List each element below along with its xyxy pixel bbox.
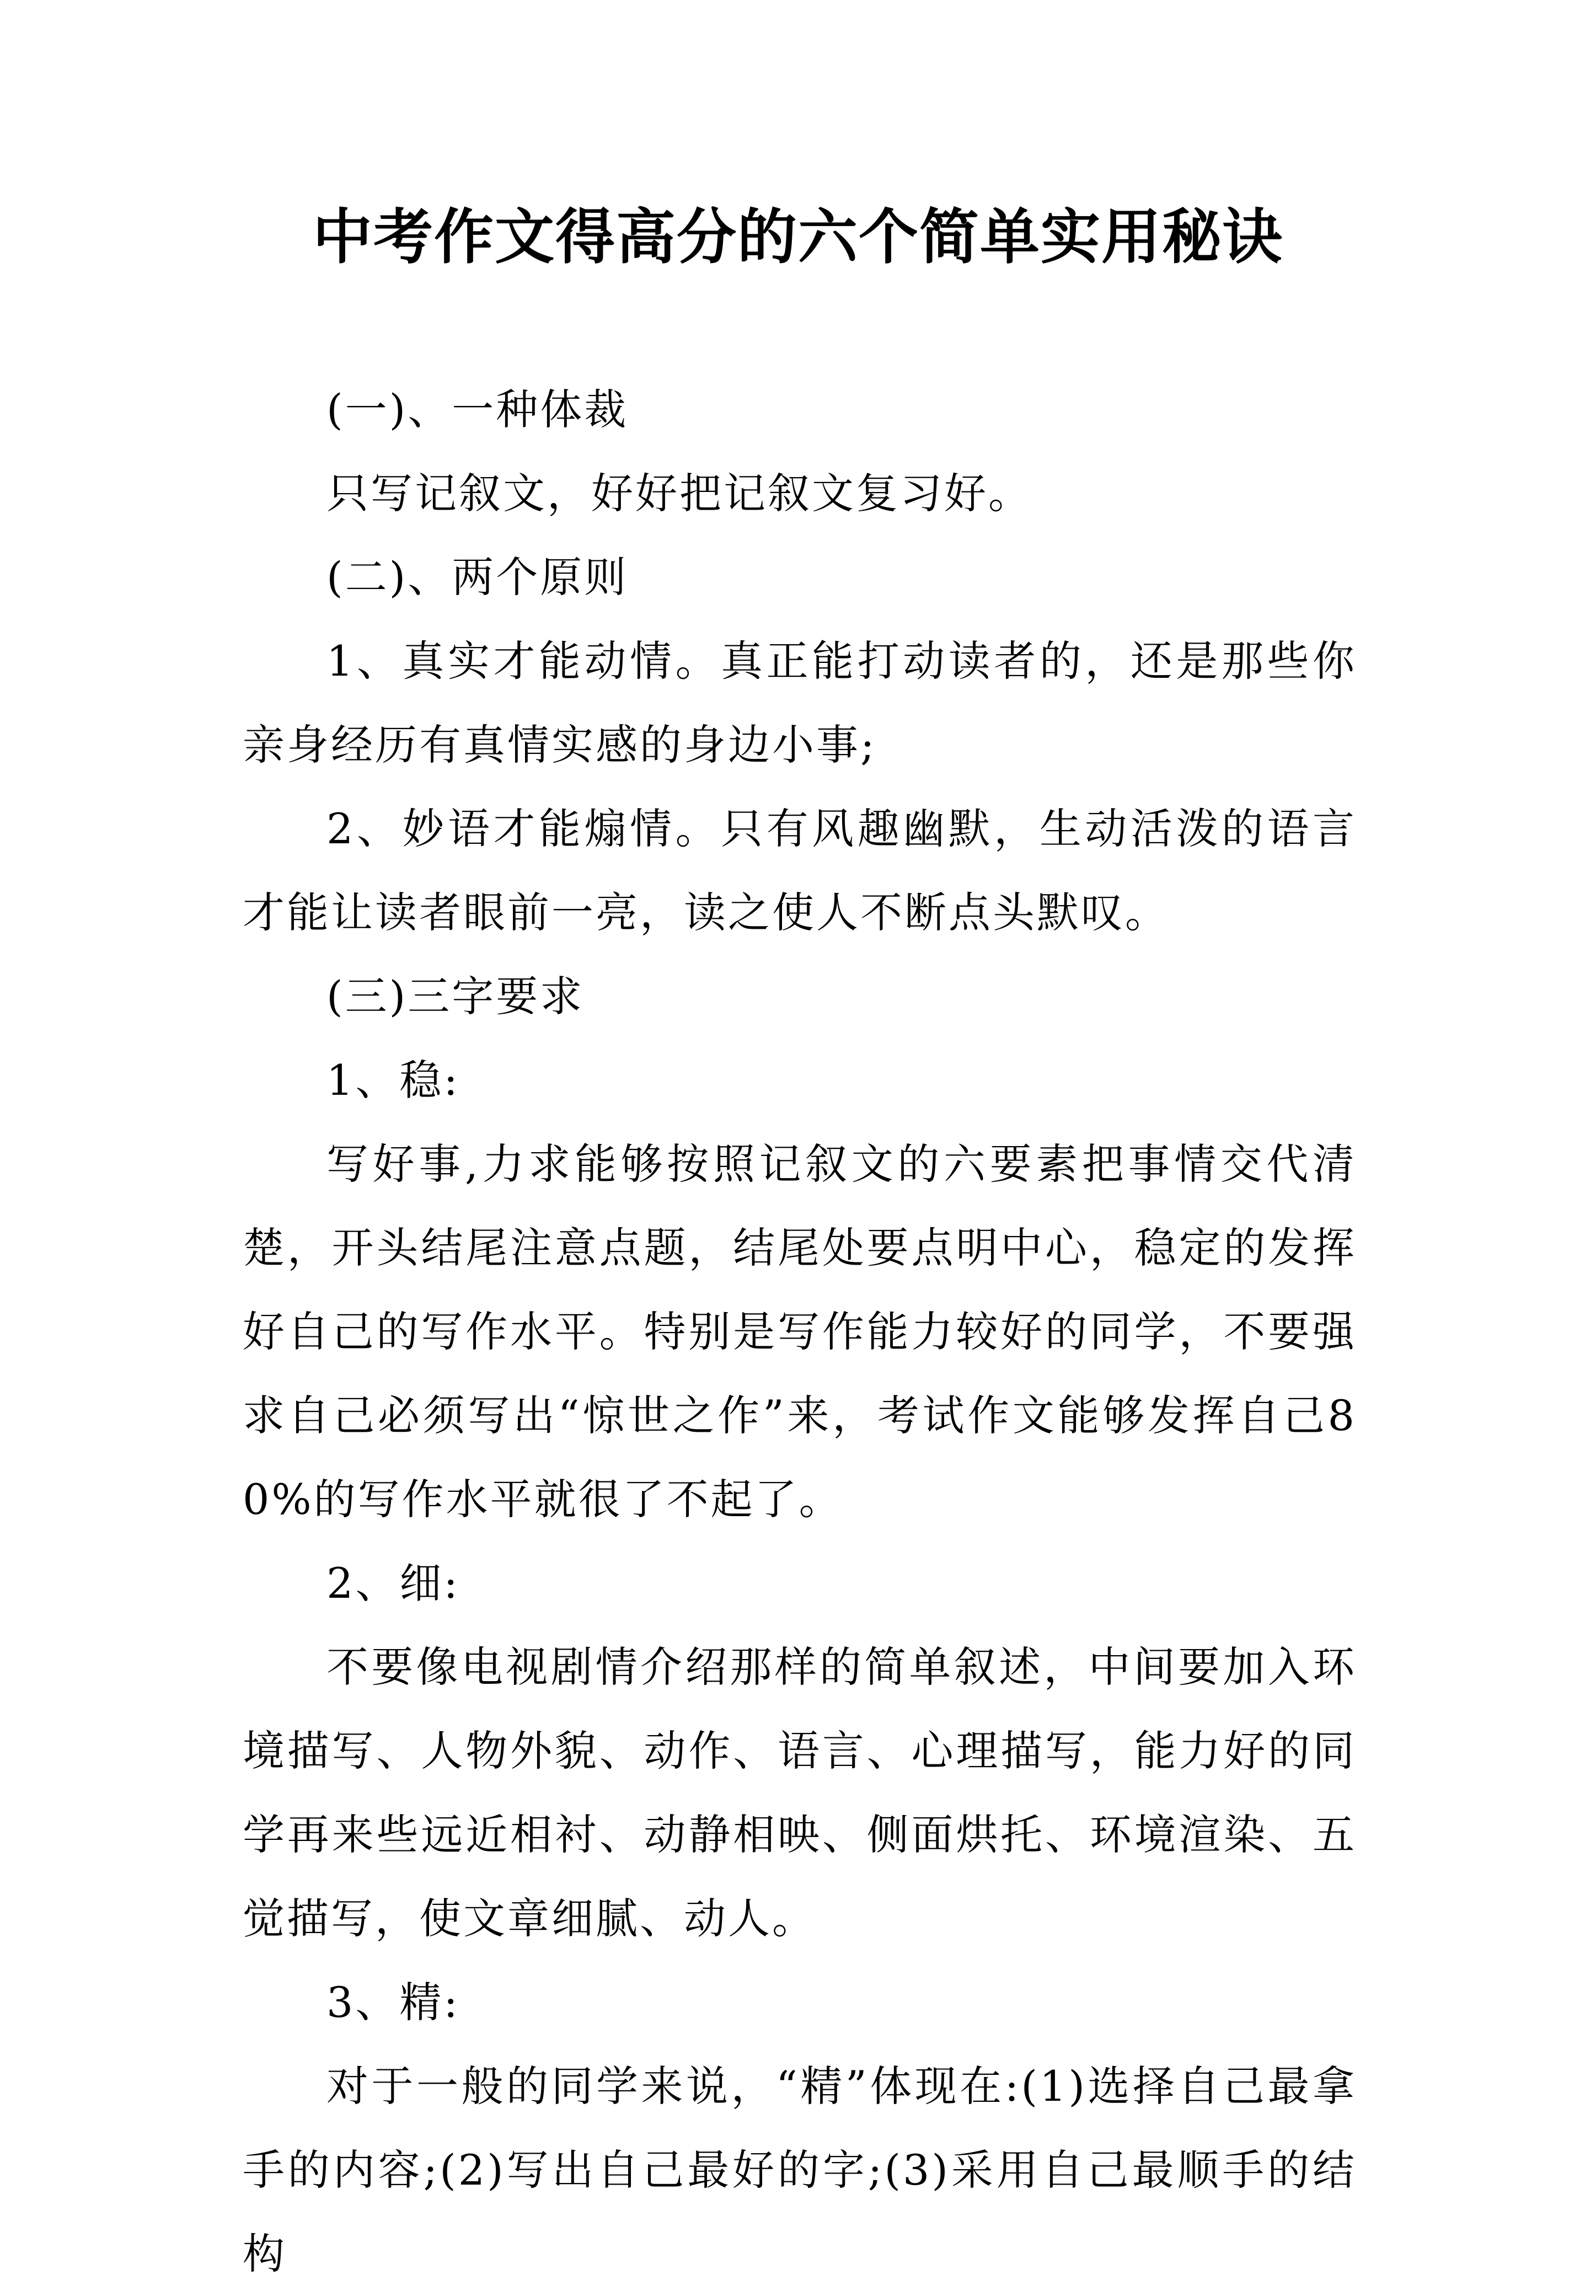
paragraph-detail: 不要像电视剧情介绍那样的简单叙述，中间要加入环境描写、人物外貌、动作、语言、心理描写，能力好的同学再来些远近相衬、动静相映、侧面烘托、环境渲染、五觉描写，使文章细腻、动人。 bbox=[243, 1642, 1357, 1943]
subheading-detail: 2、细: bbox=[326, 1559, 460, 1608]
subheading-stability: 1、稳: bbox=[326, 1056, 460, 1105]
section-heading-1: (一)、一种体裁 bbox=[326, 385, 629, 434]
paragraph-3: 2、妙语才能煽情。只有风趣幽默，生动活泼的语言才能让读者眼前一亮，读之使人不断点头默叹。 bbox=[243, 804, 1357, 937]
paragraph-precision: 对于一般的同学来说，“精”体现在:(1)选择自己最拿手的内容;(2)写出自己最好的字;(3)采用自己最顺手的结构 bbox=[243, 2062, 1357, 2278]
subheading-precision: 3、精: bbox=[326, 1978, 460, 2027]
document-title: 中考作文得高分的六个简单实用秘诀 bbox=[312, 202, 1283, 272]
paragraph-stability: 写好事,力求能够按照记叙文的六要素把事情交代清楚，开头结尾注意点题，结尾处要点明中心，稳定的发挥好自己的写作水平。特别是写作能力较好的同学，不要强求自己必须写出“惊世之作”来，考试作文能够发挥自己80%的写作水平就很了不起了。 bbox=[243, 1139, 1357, 1524]
paragraph-1: 只写记叙文，好好把记叙文复习好。 bbox=[326, 469, 1032, 518]
section-heading-2: (二)、两个原则 bbox=[326, 553, 629, 602]
section-heading-3: (三)三字要求 bbox=[326, 972, 585, 1021]
document-body bbox=[243, 368, 1357, 2296]
paragraph-2: 1、真实才能动情。真正能打动读者的，还是那些你亲身经历有真情实感的身边小事; bbox=[243, 636, 1357, 769]
